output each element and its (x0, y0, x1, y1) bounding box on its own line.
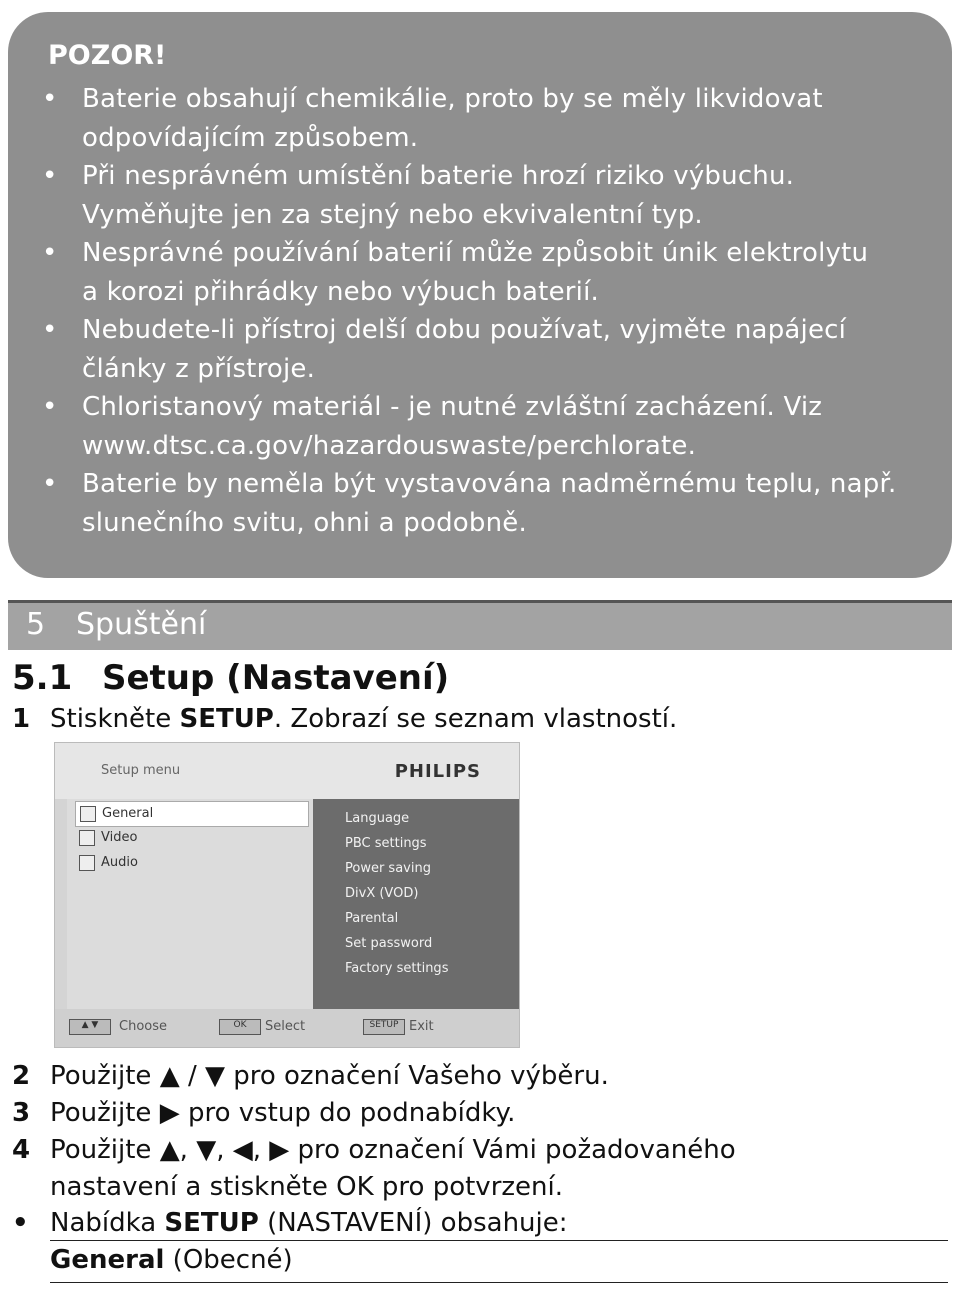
bullet: • (42, 84, 58, 114)
warning-item: • Baterie by neměla být vystavována nadměrnému teplu, např. slunečního svitu, ohni a podobně. (40, 465, 930, 542)
exit-label: Exit (409, 1019, 434, 1034)
menu-options-panel (313, 799, 519, 1009)
step-2: 2 Použijte ▲ / ▼ pro označení Vašeho výběru. (12, 1061, 609, 1091)
subsection-number: 5.1 (12, 658, 73, 698)
menu-header (55, 743, 519, 799)
option-power-saving[interactable]: Power saving (345, 861, 431, 876)
step-3: 3 Použijte ▶ pro vstup do podnabídky. (12, 1098, 516, 1128)
section-number: 5 (26, 607, 46, 642)
step-number: 1 (12, 704, 31, 734)
step-number: 2 (12, 1061, 31, 1091)
section-header (8, 600, 952, 650)
warning-item: • Baterie obsahují chemikálie, proto by se měly likvidovat odpovídajícím způsobem. (40, 80, 930, 157)
menu-title: Setup menu (101, 763, 181, 778)
setup-key-icon: SETUP (363, 1019, 405, 1035)
option-parental[interactable]: Parental (345, 911, 399, 926)
general-heading: General (Obecné) (50, 1245, 293, 1275)
perchlorate-link[interactable]: www.dtsc.ca.gov/hazardouswaste/perchlorate. (82, 430, 697, 461)
option-divx-vod[interactable]: DivX (VOD) (345, 886, 419, 901)
menu-category-panel (67, 799, 313, 1009)
step-4-continuation: nastavení a stiskněte OK pro potvrzení. (50, 1172, 563, 1202)
bullet: • (42, 315, 58, 345)
step-4: 4 Použijte ▲, ▼, ◀, ▶ pro označení Vámi požadovaného (12, 1135, 736, 1165)
warning-list (40, 80, 930, 542)
bullet: • (42, 469, 58, 499)
divider (50, 1240, 948, 1241)
setup-menu-screenshot (54, 742, 520, 1048)
philips-logo: PHILIPS (394, 761, 481, 782)
select-label: Select (265, 1019, 306, 1034)
bullet: • (42, 392, 58, 422)
menu-footer (55, 1009, 519, 1047)
warning-item: • Nesprávné používání baterií může způsobit únik elektrolytu a korozi přihrádky nebo výbuch baterií. (40, 234, 930, 311)
warning-item: • Nebudete-li přístroj delší dobu používat, vyjměte napájecí články z přístroje. (40, 311, 930, 388)
warning-title: POZOR! (48, 40, 167, 71)
subsection-heading (12, 658, 449, 698)
setup-contents-bullet: • Nabídka SETUP (NASTAVENÍ) obsahuje: (12, 1208, 568, 1238)
step-number: 3 (12, 1098, 31, 1128)
option-set-password[interactable]: Set password (345, 936, 433, 951)
setup-key: SETUP (179, 704, 274, 734)
document-icon (80, 806, 96, 822)
option-language[interactable]: Language (345, 811, 410, 826)
audio-icon (79, 855, 95, 871)
section-title: Spuštění (76, 607, 207, 642)
option-factory-settings[interactable]: Factory settings (345, 961, 449, 976)
bullet: • (12, 1208, 29, 1238)
warning-item: • Při nesprávném umístění baterie hrozí riziko výbuchu. Vyměňujte jen za stejný nebo ekvivalentní typ. (40, 157, 930, 234)
bullet: • (42, 238, 58, 268)
step-number: 4 (12, 1135, 31, 1165)
bullet: • (42, 161, 58, 191)
divider (50, 1282, 948, 1283)
choose-key-icon: ▲ ▼ (69, 1019, 111, 1035)
step-1: 1 Stiskněte SETUP. Zobrazí se seznam vlastností. (12, 704, 678, 734)
warning-item: • Chloristanový materiál - je nutné zvláštní zacházení. Viz www.dtsc.ca.gov/hazardouswaste/perchlorate. (40, 388, 930, 465)
select-key-icon: OK (219, 1019, 261, 1035)
option-pbc-settings[interactable]: PBC settings (345, 836, 427, 851)
choose-label: Choose (119, 1019, 167, 1034)
menu-item-audio[interactable]: Audio (75, 851, 307, 875)
menu-item-general[interactable]: General (75, 801, 309, 827)
menu-item-video[interactable]: Video (75, 826, 307, 850)
subsection-title: Setup (Nastavení) (102, 658, 450, 698)
video-icon (79, 830, 95, 846)
